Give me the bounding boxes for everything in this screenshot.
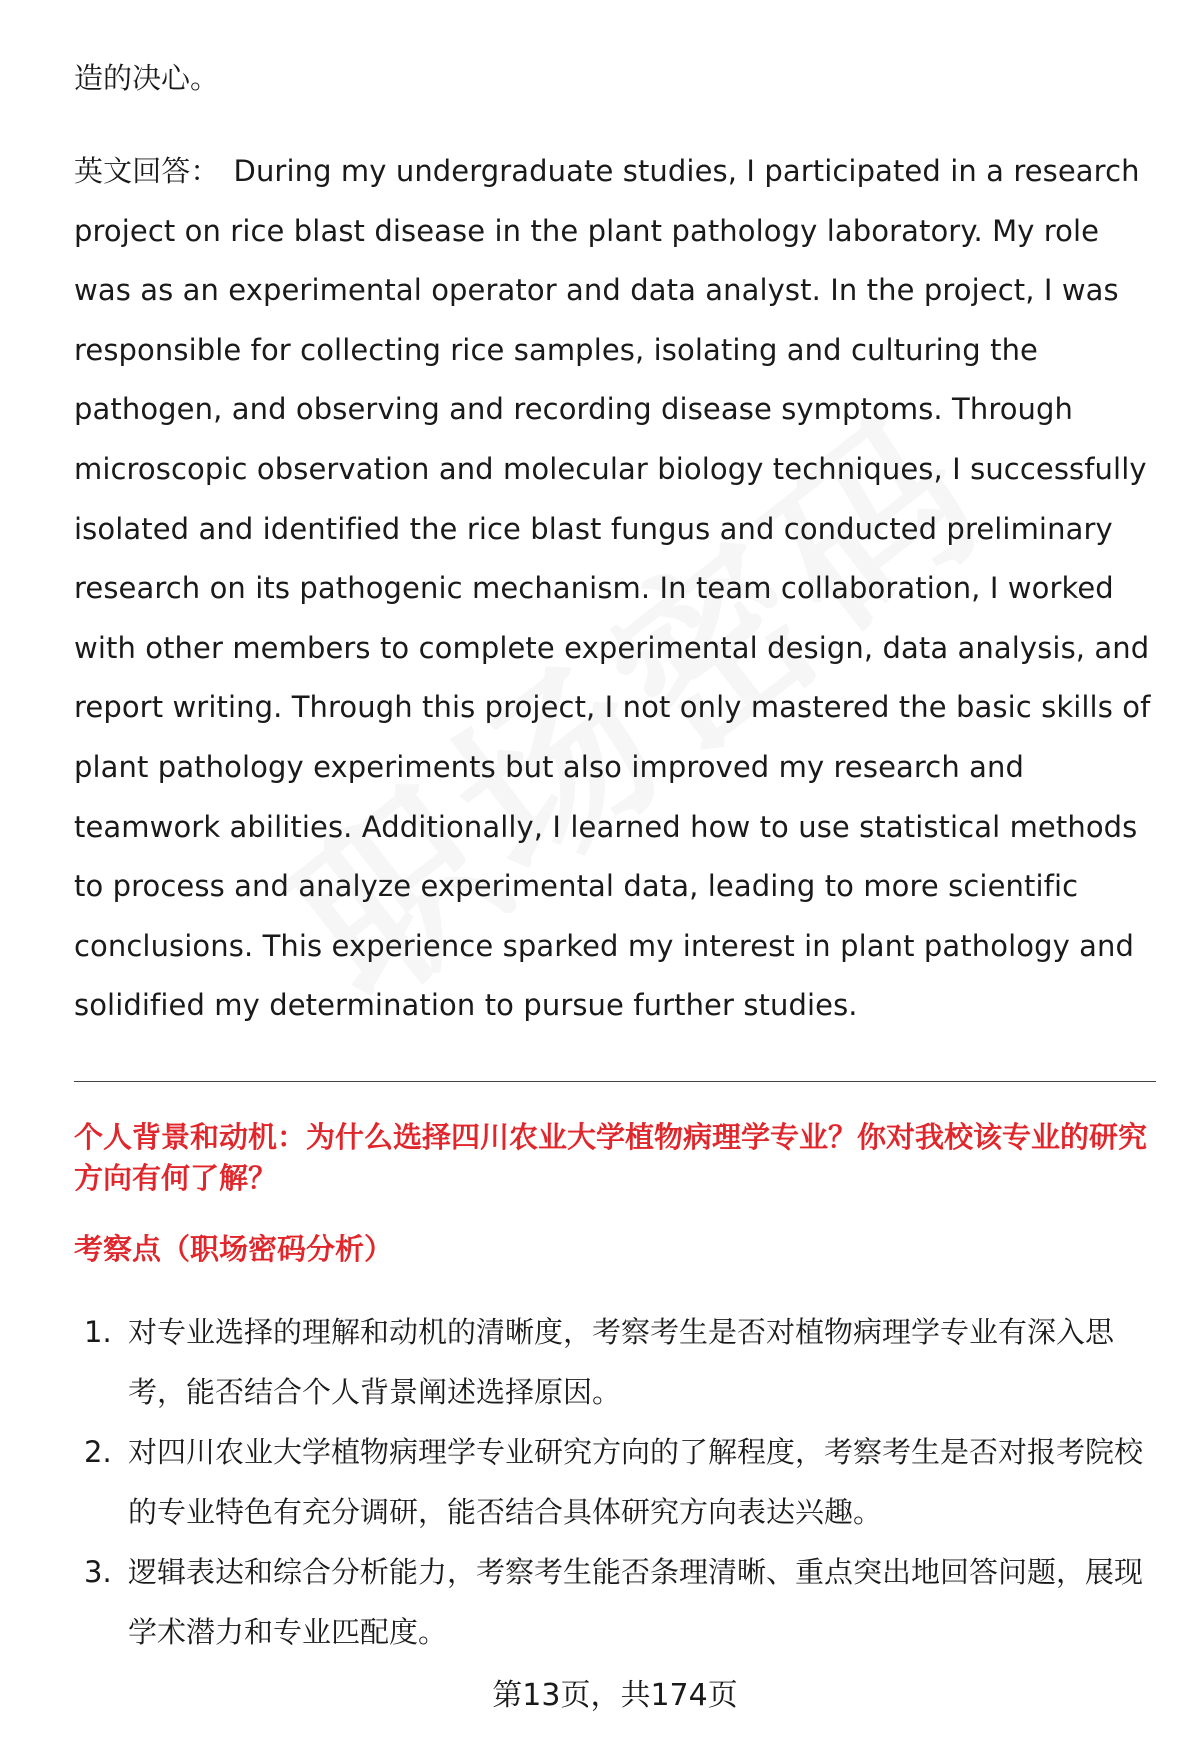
list-item-number: 2. [84, 1435, 112, 1469]
list-item [74, 1422, 1156, 1542]
section-title: 考察点（职场密码分析） [74, 1232, 394, 1266]
assessment-points-list [74, 1302, 1156, 1662]
question-heading: 个人背景和动机：为什么选择四川农业大学植物病理学专业？你对我校该专业的研究方向有何了解？ [74, 1120, 1148, 1195]
english-answer-paragraph [74, 142, 1156, 1036]
list-item [74, 1542, 1156, 1662]
list-item-number: 1. [84, 1315, 112, 1349]
answer-label: 英文回答： [74, 154, 220, 188]
answer-text: During my undergraduate studies, I participated in a research project on rice blast disease in the plant pathology laboratory. My role was as an experimental operator and data analyst. In the project, I was responsible for collecting rice samples, isolating and culturing the pathogen, and observing and recording disease symptoms. Through microscopic observation and molecular biology techniques, I successfully isolated and identified the rice blast fungus and conducted preliminary research on its pathogenic mechanism. In team collaboration, I worked with other members to complete experimental design, data analysis, and report writing. Through this project, I not only mastered the basic skills of plant pathology experiments but also improved my research and teamwork abilities. Additionally, I learned how to use statistical methods to process and analyze experimental data, leading to more scientific conclusions. This experience sparked my interest in plant pathology and solidified my determination to pursue further studies. [74, 154, 1151, 1023]
continuation-text: 造的决心。 [74, 61, 220, 95]
page-number-footer: 第13页，共174页 [492, 1678, 738, 1713]
list-item-text: 对四川农业大学植物病理学专业研究方向的了解程度，考察考生是否对报考院校的专业特色有充分调研，能否结合具体研究方向表达兴趣。 [128, 1435, 1144, 1529]
list-item-text: 逻辑表达和综合分析能力，考察考生能否条理清晰、重点突出地回答问题，展现学术潜力和专业匹配度。 [128, 1555, 1144, 1649]
list-item-text: 对专业选择的理解和动机的清晰度，考察考生是否对植物病理学专业有深入思考，能否结合个人背景阐述选择原因。 [128, 1315, 1115, 1409]
section-divider [74, 1081, 1156, 1082]
list-item-number: 3. [84, 1555, 112, 1589]
list-item [74, 1302, 1156, 1422]
